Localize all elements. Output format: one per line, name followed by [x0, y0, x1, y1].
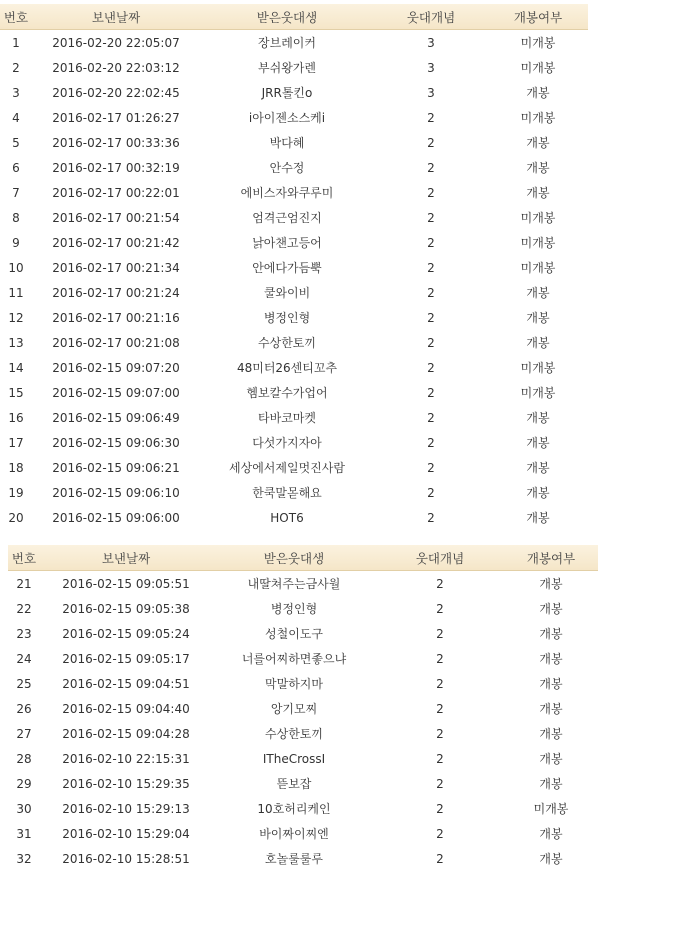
table-row — [8, 846, 598, 871]
cell-recipient[interactable]: 박다혜 — [269, 136, 305, 150]
cell-number: 12 — [8, 310, 24, 325]
cell-sent-date: 2016-02-17 00:22:01 — [52, 185, 180, 200]
cell-concept: 2 — [436, 651, 444, 666]
cell-number: 28 — [16, 751, 32, 766]
cell-recipient[interactable]: ITheCrossI — [262, 751, 326, 766]
table-row — [0, 180, 588, 205]
cell-recipient[interactable]: 뜯보잡 — [276, 777, 312, 791]
cell-concept: 2 — [427, 310, 435, 325]
header-number: 번호 — [8, 545, 40, 571]
cell-concept: 2 — [436, 826, 444, 841]
cell-recipient[interactable]: 에비스자와쿠루미 — [240, 186, 334, 200]
cell-number: 20 — [8, 510, 24, 525]
cell-recipient[interactable]: 너를어찌하면좋으냐 — [241, 652, 347, 666]
cell-recipient[interactable]: 48미터26센티꼬추 — [236, 361, 338, 375]
cell-opened-status: 미개봉 — [520, 211, 556, 225]
table-row — [8, 746, 598, 771]
table-row — [8, 771, 598, 796]
header-recipient: 받은웃대생 — [212, 545, 376, 571]
cell-number: 10 — [8, 260, 24, 275]
cell-sent-date: 2016-02-15 09:04:40 — [62, 701, 190, 716]
cell-concept: 2 — [427, 160, 435, 175]
cell-opened-status: 미개봉 — [520, 261, 556, 275]
cell-sent-date: 2016-02-10 15:29:13 — [62, 801, 190, 816]
cell-recipient[interactable]: 내딸쳐주는금사월 — [247, 577, 341, 591]
table-row — [8, 646, 598, 671]
cell-sent-date: 2016-02-15 09:05:24 — [62, 626, 190, 641]
cell-recipient[interactable]: 다섯가지자아 — [252, 436, 322, 450]
table-row — [0, 80, 588, 105]
table-row — [0, 105, 588, 130]
cell-concept: 2 — [427, 260, 435, 275]
cell-number: 3 — [12, 85, 20, 100]
cell-concept: 2 — [427, 485, 435, 500]
cell-opened-status: 개봉 — [526, 186, 550, 200]
cell-opened-status: 개봉 — [526, 161, 550, 175]
cell-concept: 2 — [436, 801, 444, 816]
header-recipient: 받은웃대생 — [200, 4, 374, 30]
cell-sent-date: 2016-02-20 22:05:07 — [52, 35, 180, 50]
message-table-2 — [8, 545, 598, 871]
cell-sent-date: 2016-02-15 09:06:21 — [52, 460, 180, 475]
cell-sent-date: 2016-02-15 09:04:28 — [62, 726, 190, 741]
cell-number: 2 — [12, 60, 20, 75]
cell-opened-status: 개봉 — [539, 627, 563, 641]
cell-number: 6 — [12, 160, 20, 175]
cell-sent-date: 2016-02-15 09:07:20 — [52, 360, 180, 375]
cell-concept: 2 — [427, 185, 435, 200]
header-opened: 개봉여부 — [488, 4, 588, 30]
cell-concept: 2 — [436, 601, 444, 616]
cell-number: 30 — [16, 801, 32, 816]
cell-recipient[interactable]: 10호허리케인 — [257, 802, 331, 816]
cell-opened-status: 미개봉 — [520, 361, 556, 375]
cell-recipient[interactable]: 수상한토끼 — [258, 336, 316, 350]
cell-concept: 3 — [427, 35, 435, 50]
cell-recipient[interactable]: 앙기모찌 — [270, 702, 318, 716]
cell-sent-date: 2016-02-17 00:33:36 — [52, 135, 180, 150]
cell-recipient[interactable]: 엄격근엄진지 — [252, 211, 322, 225]
cell-recipient[interactable]: 성철이도구 — [265, 627, 323, 641]
cell-opened-status: 미개봉 — [520, 61, 556, 75]
cell-concept: 2 — [436, 701, 444, 716]
cell-concept: 3 — [427, 60, 435, 75]
cell-opened-status: 개봉 — [539, 827, 563, 841]
cell-sent-date: 2016-02-15 09:07:00 — [52, 385, 180, 400]
table-row — [8, 796, 598, 821]
cell-sent-date: 2016-02-15 09:05:17 — [62, 651, 190, 666]
cell-number: 27 — [16, 726, 32, 741]
cell-sent-date: 2016-02-17 00:21:54 — [52, 210, 180, 225]
cell-opened-status: 개봉 — [539, 727, 563, 741]
table-row — [0, 255, 588, 280]
cell-number: 15 — [8, 385, 24, 400]
cell-opened-status: 개봉 — [526, 436, 550, 450]
cell-opened-status: 개봉 — [539, 852, 563, 866]
header-sent-date: 보낸날짜 — [32, 4, 200, 30]
cell-recipient[interactable]: 장브레이커 — [258, 36, 316, 50]
cell-number: 16 — [8, 410, 24, 425]
cell-opened-status: 개봉 — [526, 486, 550, 500]
header-concept: 웃대개념 — [376, 545, 504, 571]
cell-number: 31 — [16, 826, 32, 841]
cell-sent-date: 2016-02-15 09:05:38 — [62, 601, 190, 616]
cell-recipient[interactable]: 병정인형 — [270, 602, 318, 616]
cell-number: 19 — [8, 485, 24, 500]
cell-sent-date: 2016-02-15 09:06:30 — [52, 435, 180, 450]
cell-concept: 2 — [427, 360, 435, 375]
cell-opened-status: 개봉 — [526, 336, 550, 350]
cell-number: 32 — [16, 851, 32, 866]
cell-number: 17 — [8, 435, 24, 450]
table-row — [0, 205, 588, 230]
cell-recipient[interactable]: 부쉬왕가렌 — [258, 61, 316, 75]
cell-opened-status: 미개봉 — [533, 802, 569, 816]
cell-number: 8 — [12, 210, 20, 225]
cell-sent-date: 2016-02-10 15:29:04 — [62, 826, 190, 841]
cell-number: 21 — [16, 576, 32, 591]
table-row — [0, 130, 588, 155]
cell-concept: 2 — [436, 626, 444, 641]
cell-sent-date: 2016-02-15 09:06:00 — [52, 510, 180, 525]
cell-sent-date: 2016-02-17 00:21:24 — [52, 285, 180, 300]
cell-sent-date: 2016-02-10 22:15:31 — [62, 751, 190, 766]
table-header — [8, 545, 598, 571]
table-header — [0, 4, 588, 30]
cell-sent-date: 2016-02-15 09:06:49 — [52, 410, 180, 425]
cell-number: 11 — [8, 285, 24, 300]
cell-opened-status: 개봉 — [526, 311, 550, 325]
cell-concept: 2 — [436, 576, 444, 591]
cell-opened-status: 미개봉 — [520, 111, 556, 125]
cell-opened-status: 개봉 — [526, 511, 550, 525]
cell-sent-date: 2016-02-15 09:04:51 — [62, 676, 190, 691]
cell-opened-status: 개봉 — [526, 136, 550, 150]
cell-concept: 2 — [436, 676, 444, 691]
cell-recipient[interactable]: 안수정 — [269, 161, 305, 175]
cell-number: 29 — [16, 776, 32, 791]
cell-opened-status: 개봉 — [539, 677, 563, 691]
cell-sent-date: 2016-02-17 00:21:42 — [52, 235, 180, 250]
table-row — [0, 405, 588, 430]
cell-recipient[interactable]: 쿨와이비 — [263, 286, 311, 300]
message-table-1 — [0, 4, 588, 530]
cell-opened-status: 미개봉 — [520, 236, 556, 250]
table-row — [0, 230, 588, 255]
cell-sent-date: 2016-02-17 00:21:34 — [52, 260, 180, 275]
table-row — [8, 721, 598, 746]
table-row — [0, 155, 588, 180]
cell-sent-date: 2016-02-17 00:21:16 — [52, 310, 180, 325]
cell-recipient[interactable]: i아이젠소스케i — [248, 111, 326, 125]
table-row — [8, 571, 598, 597]
cell-recipient[interactable]: 타바코마켓 — [258, 411, 316, 425]
table-row — [0, 30, 588, 56]
table-row — [0, 55, 588, 80]
cell-sent-date: 2016-02-17 00:32:19 — [52, 160, 180, 175]
table-row — [8, 696, 598, 721]
table-row — [0, 430, 588, 455]
table-row — [0, 380, 588, 405]
cell-number: 25 — [16, 676, 32, 691]
cell-sent-date: 2016-02-10 15:28:51 — [62, 851, 190, 866]
cell-sent-date: 2016-02-15 09:06:10 — [52, 485, 180, 500]
cell-recipient[interactable]: 바이짜이찌엔 — [259, 827, 329, 841]
cell-recipient[interactable]: JRR톨킨o — [261, 86, 313, 100]
cell-sent-date: 2016-02-15 09:05:51 — [62, 576, 190, 591]
cell-opened-status: 개봉 — [539, 702, 563, 716]
cell-opened-status: 개봉 — [526, 411, 550, 425]
cell-sent-date: 2016-02-17 00:21:08 — [52, 335, 180, 350]
cell-recipient[interactable]: 수상한토끼 — [265, 727, 323, 741]
cell-number: 22 — [16, 601, 32, 616]
table-row — [0, 355, 588, 380]
cell-number: 23 — [16, 626, 32, 641]
cell-opened-status: 개봉 — [526, 461, 550, 475]
table-row — [0, 480, 588, 505]
header-sent-date: 보낸날짜 — [40, 545, 212, 571]
cell-recipient[interactable]: 막말하지마 — [265, 677, 323, 691]
cell-recipient[interactable]: HOT6 — [270, 510, 304, 525]
cell-number: 9 — [12, 235, 20, 250]
cell-opened-status: 미개봉 — [520, 36, 556, 50]
table-row — [8, 596, 598, 621]
cell-concept: 2 — [427, 135, 435, 150]
cell-number: 1 — [12, 35, 20, 50]
table-row — [8, 671, 598, 696]
cell-opened-status: 개봉 — [539, 777, 563, 791]
cell-recipient[interactable]: 호놀룰룰루 — [265, 852, 323, 866]
cell-number: 7 — [12, 185, 20, 200]
cell-opened-status: 미개봉 — [520, 386, 556, 400]
cell-recipient[interactable]: 헴보칼수가업어 — [246, 386, 328, 400]
cell-opened-status: 개봉 — [526, 286, 550, 300]
cell-sent-date: 2016-02-20 22:03:12 — [52, 60, 180, 75]
cell-concept: 2 — [427, 210, 435, 225]
cell-concept: 2 — [427, 235, 435, 250]
cell-recipient[interactable]: 병정인형 — [263, 311, 311, 325]
cell-sent-date: 2016-02-17 01:26:27 — [52, 110, 180, 125]
cell-number: 4 — [12, 110, 20, 125]
table-row — [0, 455, 588, 480]
header-opened: 개봉여부 — [504, 545, 598, 571]
cell-number: 26 — [16, 701, 32, 716]
cell-concept: 2 — [436, 851, 444, 866]
cell-number: 5 — [12, 135, 20, 150]
table-row — [8, 621, 598, 646]
cell-recipient[interactable]: 한쿡말몯해요 — [252, 486, 322, 500]
header-concept: 웃대개념 — [374, 4, 488, 30]
cell-recipient[interactable]: 세상에서제일멋진사람 — [229, 461, 345, 475]
cell-concept: 2 — [436, 726, 444, 741]
cell-concept: 2 — [427, 410, 435, 425]
cell-opened-status: 개봉 — [539, 752, 563, 766]
cell-concept: 2 — [427, 435, 435, 450]
table-row — [0, 305, 588, 330]
cell-opened-status: 개봉 — [539, 652, 563, 666]
cell-opened-status: 개봉 — [526, 86, 550, 100]
cell-recipient[interactable]: 안에다가듬뿍 — [252, 261, 322, 275]
cell-number: 24 — [16, 651, 32, 666]
cell-concept: 2 — [427, 510, 435, 525]
table-row — [0, 280, 588, 305]
cell-recipient[interactable]: 낡아챈고등어 — [252, 236, 322, 250]
cell-sent-date: 2016-02-10 15:29:35 — [62, 776, 190, 791]
cell-concept: 2 — [427, 110, 435, 125]
cell-concept: 3 — [427, 85, 435, 100]
cell-concept: 2 — [427, 285, 435, 300]
cell-concept: 2 — [436, 776, 444, 791]
cell-opened-status: 개봉 — [539, 577, 563, 591]
cell-sent-date: 2016-02-20 22:02:45 — [52, 85, 180, 100]
table-row — [8, 821, 598, 846]
table-row — [0, 505, 588, 530]
header-number: 번호 — [0, 4, 32, 30]
cell-concept: 2 — [436, 751, 444, 766]
cell-number: 14 — [8, 360, 24, 375]
cell-number: 13 — [8, 335, 24, 350]
cell-concept: 2 — [427, 460, 435, 475]
cell-concept: 2 — [427, 385, 435, 400]
table-row — [0, 330, 588, 355]
cell-number: 18 — [8, 460, 24, 475]
cell-concept: 2 — [427, 335, 435, 350]
cell-opened-status: 개봉 — [539, 602, 563, 616]
